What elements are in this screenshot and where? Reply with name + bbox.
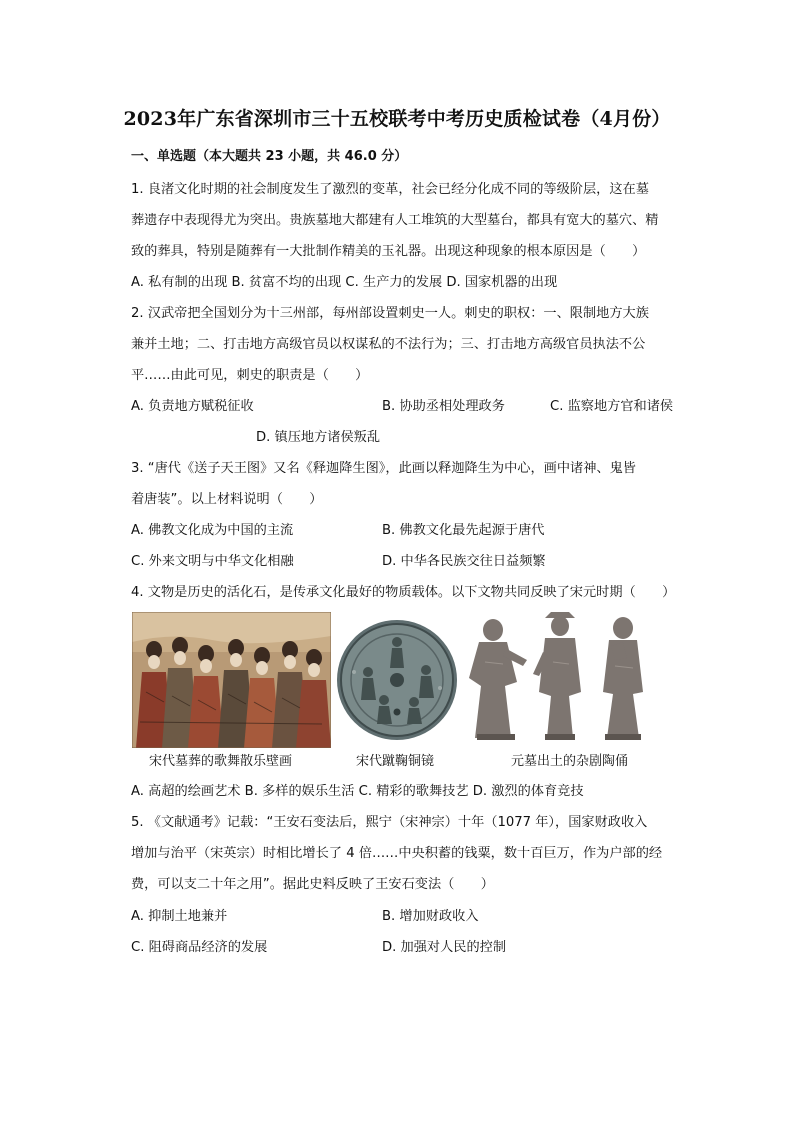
- exam-title: 2023年广东省深圳市三十五校联考中考历史质检试卷（4月份）: [123, 108, 671, 130]
- q2-option-c: C. 监察地方官和诸侯: [550, 399, 674, 414]
- q5-line-2: 增加与治平（宋英宗）时相比增长了 4 倍……中央积蓄的钱粟，数十百巨万，作为户部的经: [131, 846, 663, 861]
- q1-options: A. 私有制的出现 B. 贫富不均的出现 C. 生产力的发展 D. 国家机器的出现: [131, 275, 558, 290]
- q2-option-a: A. 负责地方赋税征收: [131, 399, 254, 414]
- q3-option-d: D. 中华各民族交往日益频繁: [382, 554, 546, 569]
- q5-option-c: C. 阻碍商品经济的发展: [131, 940, 268, 955]
- q1-line-2: 葬遗存中表现得尤为突出。贵族墓地大都建有人工堆筑的大型墓台，都具有宽大的墓穴、精: [131, 213, 659, 228]
- caption-mural: 宋代墓葬的歌舞散乐壁画: [149, 754, 293, 769]
- q2-option-b: B. 协助丞相处理政务: [382, 399, 505, 414]
- q5-option-b: B. 增加财政收入: [382, 909, 479, 924]
- q5-option-d: D. 加强对人民的控制: [382, 940, 507, 955]
- mural-image: [132, 612, 331, 748]
- q1-line-1: 1. 良渚文化时期的社会制度发生了激烈的变革，社会已经分化成不同的等级阶层，这在墓: [131, 182, 649, 197]
- q2-line-3: 平……由此可见，刺史的职责是（ ）: [131, 368, 369, 383]
- q4-options: A. 高超的绘画艺术 B. 多样的娱乐生活 C. 精彩的歌舞技艺 D. 激烈的体育竞技: [131, 784, 584, 799]
- q2-line-2: 兼并土地；二、打击地方高级官员以权谋私的不法行为；三、打击地方高级官员执法不公: [131, 337, 646, 352]
- q3-option-c: C. 外来文明与中华文化相融: [131, 554, 294, 569]
- caption-mirror: 宋代蹴鞠铜镜: [356, 754, 435, 769]
- q3-option-a: A. 佛教文化成为中国的主流: [131, 523, 294, 538]
- q5-line-1: 5. 《文献通考》记载：“王安石变法后，熙宁（宋神宗）十年（1077 年），国家财政收入: [131, 815, 648, 830]
- q3-line-1: 3. “唐代《送子天王图》又名《释迦降生图》，此画以释迦降生为中心，画中诸神、鬼皆: [131, 461, 636, 476]
- q3-line-2: 着唐装”。以上材料说明（ ）: [131, 492, 323, 507]
- q2-line-1: 2. 汉武帝把全国划分为十三州部，每州部设置刺史一人。刺史的职权：一、限制地方大族: [131, 306, 649, 321]
- q2-option-d: D. 镇压地方诸侯叛乱: [256, 430, 381, 445]
- bronze-mirror-image: [336, 612, 459, 748]
- caption-figurines: 元墓出土的杂剧陶俑: [511, 754, 629, 769]
- q1-line-3: 致的葬具，特别是随葬有一大批制作精美的玉礼器。出现这种现象的根本原因是（ ）: [131, 244, 646, 259]
- q5-line-3: 费，可以支二十年之用”。据此史料反映了王安石变法（ ）: [131, 877, 494, 892]
- q4-line-1: 4. 文物是历史的活化石，是传承文化最好的物质载体。以下文物共同反映了宋元时期（ ）: [131, 585, 676, 600]
- pottery-figurines-image: [465, 612, 657, 748]
- q5-option-a: A. 抑制土地兼并: [131, 909, 228, 924]
- section-heading: 一、单选题（本大题共 23 小题，共 46.0 分）: [131, 149, 408, 164]
- q3-option-b: B. 佛教文化最先起源于唐代: [382, 523, 545, 538]
